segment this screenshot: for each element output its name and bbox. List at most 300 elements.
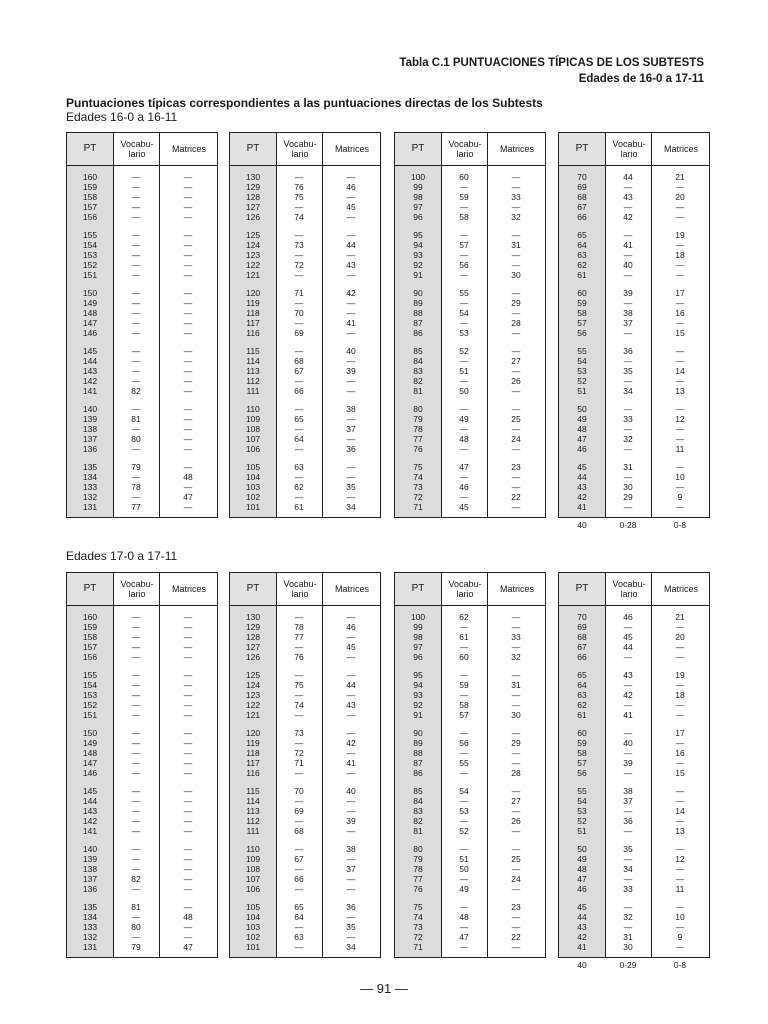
pt-cell: 85 (413, 786, 423, 796)
pt-cell: 66 (577, 212, 587, 223)
vocabulario-cell: 33 (623, 414, 633, 425)
pt-cell: 129 (245, 622, 261, 633)
matrices-cell: — (346, 414, 356, 425)
vocabulario-cell: — (459, 796, 469, 807)
matrices-cell: — (346, 298, 356, 309)
matrices-cell: — (675, 318, 685, 329)
matrices-cell: — (183, 434, 193, 445)
pt-cell: 109 (245, 414, 261, 425)
vocabulario-cell: 44 (623, 172, 633, 182)
matrices-cell: — (183, 230, 193, 240)
vocabulario-cell: — (459, 318, 469, 329)
pt-cell: 109 (245, 854, 261, 865)
vocabulario-cell: — (294, 424, 304, 435)
matrices-cell: 18 (675, 690, 685, 701)
matrices-cell: — (183, 612, 193, 622)
matrices-cell: — (346, 652, 356, 663)
vocabulario-cell: — (459, 942, 469, 953)
pt-cell: 43 (577, 922, 587, 933)
matrices-cell: — (346, 492, 356, 503)
vocabulario-cell: 51 (459, 854, 469, 865)
pt-cell: 130 (245, 612, 261, 622)
matrices-cell: — (183, 864, 193, 875)
pt-cell: 100 (410, 612, 426, 622)
pt-cell: 64 (577, 680, 587, 691)
pt-cell: 140 (82, 404, 98, 414)
pt-cell: 103 (245, 922, 261, 933)
vocabulario-cell: — (131, 826, 141, 837)
matrices-cell: 33 (511, 632, 521, 643)
pt-cell: 60 (577, 728, 587, 738)
vocabulario-cell: — (623, 230, 633, 240)
matrices-cell: — (183, 710, 193, 721)
pt-cell: 114 (246, 356, 260, 367)
vocabulario-cell: 52 (459, 826, 469, 837)
pt-cell: 121 (245, 710, 261, 721)
matrices-cell: — (675, 404, 685, 414)
vocabulario-cell: 55 (459, 288, 469, 298)
vocabulario-cell: — (131, 260, 141, 271)
vocabulario-cell: 51 (459, 366, 469, 377)
pt-cell: 89 (413, 298, 423, 309)
vocabulario-cell: — (294, 230, 304, 240)
vocabulario-cell: — (459, 874, 469, 885)
matrices-cell: — (511, 202, 521, 213)
pt-cell: 137 (82, 874, 98, 885)
pt-cell: 116 (246, 328, 260, 339)
pt-cell: 122 (245, 260, 261, 271)
pt-cell: 89 (413, 738, 423, 749)
matrices-cell: — (183, 748, 193, 759)
pt-cell: 119 (246, 738, 260, 749)
pt-cell: 147 (82, 758, 98, 769)
vocabulario-cell: — (623, 356, 633, 367)
pt-cell: 130 (245, 172, 261, 182)
pt-cell: 78 (413, 864, 423, 875)
matrices-cell: — (675, 786, 685, 796)
matrices-cell: — (183, 212, 193, 223)
pt-cell: 58 (577, 308, 587, 319)
pt-cell: 55 (577, 786, 587, 796)
vocabulario-cell: — (131, 768, 141, 779)
vocabulario-cell: 57 (459, 240, 469, 251)
vocabulario-cell: — (131, 288, 141, 298)
pt-cell: 61 (577, 710, 587, 721)
matrices-cell: 48 (183, 912, 193, 923)
vocabulario-cell: — (131, 796, 141, 807)
pt-cell: 51 (577, 826, 587, 837)
vocabulario-cell: 47 (459, 932, 469, 943)
vocabulario-cell: — (459, 202, 469, 213)
vocabulario-cell: — (294, 844, 304, 854)
matrices-cell: — (675, 434, 685, 445)
matrices-cell: — (183, 700, 193, 711)
vocabulario-cell: 59 (459, 192, 469, 203)
matrices-cell: — (346, 376, 356, 387)
matrices-cell: — (346, 912, 356, 923)
pt-cell: 159 (82, 182, 98, 193)
vocabulario-cell: — (131, 250, 141, 261)
vocabulario-cell: 68 (294, 356, 304, 367)
vocabulario-cell: — (623, 854, 633, 865)
vocabulario-cell: — (623, 404, 633, 414)
pt-cell: 56 (577, 768, 587, 779)
matrices-cell: — (183, 182, 193, 193)
pt-cell: 117 (246, 318, 260, 329)
matrices-cell: — (183, 932, 193, 943)
pt-cell: 108 (245, 864, 261, 875)
matrices-cell: — (183, 270, 193, 281)
pt-cell: 58 (577, 748, 587, 759)
matrices-cell: 37 (346, 864, 356, 875)
vocabulario-cell: — (131, 270, 141, 281)
pt-cell: 106 (245, 884, 261, 895)
vocabulario-column-header: Vocabu- lario (605, 573, 652, 605)
pt-cell: 62 (577, 260, 587, 271)
matrices-cell: — (183, 670, 193, 680)
vocabulario-cell: 77 (131, 502, 141, 513)
vocabulario-cell: — (131, 404, 141, 414)
matrices-cell: 28 (511, 318, 521, 329)
matrices-cell: — (675, 356, 685, 367)
vocabulario-cell: — (623, 874, 633, 885)
matrices-cell: — (346, 932, 356, 943)
pt-column-header: PT (230, 573, 276, 605)
vocabulario-cell: — (294, 250, 304, 261)
pt-cell: 138 (82, 864, 98, 875)
vocabulario-cell: 54 (459, 786, 469, 796)
matrices-cell: — (183, 404, 193, 414)
vocabulario-cell: — (294, 404, 304, 414)
vocabulario-cell: 60 (459, 172, 469, 182)
matrices-cell: 39 (346, 366, 356, 377)
pt-cell: 136 (82, 444, 98, 455)
vocabulario-cell: 58 (459, 212, 469, 223)
pt-column-header: PT (67, 133, 113, 165)
matrices-cell: 46 (346, 182, 356, 193)
matrices-cell: — (183, 786, 193, 796)
pt-cell: 154 (82, 680, 98, 691)
pt-cell: 133 (82, 482, 98, 493)
vocabulario-cell: 45 (459, 502, 469, 513)
matrices-cell: — (511, 346, 521, 356)
matrices-cell: 32 (511, 212, 521, 223)
vocabulario-cell: — (294, 318, 304, 329)
matrices-column-header: Matrices (322, 133, 381, 165)
pt-cell: 76 (413, 444, 423, 455)
pt-cell: 148 (82, 748, 98, 759)
vocabulario-cell: 52 (459, 346, 469, 356)
vocabulario-cell: — (294, 922, 304, 933)
vocabulario-cell: — (294, 492, 304, 503)
matrices-cell: 42 (346, 738, 356, 749)
vocabulario-cell: 82 (131, 874, 141, 885)
pt-cell: 67 (577, 642, 587, 653)
vocabulario-cell: 49 (459, 884, 469, 895)
pt-column-header: PT (395, 133, 441, 165)
pt-cell: 46 (577, 444, 587, 455)
vocabulario-cell: — (623, 424, 633, 435)
matrices-cell: — (183, 250, 193, 261)
pt-column-header: PT (559, 133, 605, 165)
pt-cell: 56 (577, 328, 587, 339)
vocabulario-cell: 42 (623, 690, 633, 701)
pt-cell: 40 (577, 520, 587, 530)
pt-cell: 84 (413, 796, 423, 807)
pt-cell: 111 (246, 826, 260, 837)
matrices-cell: — (511, 444, 521, 455)
matrices-cell: — (346, 806, 356, 817)
matrices-cell: — (675, 700, 685, 711)
matrices-cell: — (511, 612, 521, 622)
pt-cell: 48 (577, 864, 587, 875)
matrices-cell: 27 (511, 356, 521, 367)
pt-cell: 145 (82, 346, 98, 356)
matrices-cell: 45 (346, 642, 356, 653)
vocabulario-cell: 34 (623, 864, 633, 875)
pt-cell: 146 (82, 768, 98, 779)
vocabulario-cell: — (459, 250, 469, 261)
pt-cell: 107 (245, 874, 261, 885)
pt-cell: 69 (577, 182, 587, 193)
vocabulario-cell: 33 (623, 884, 633, 895)
matrices-cell: 20 (675, 632, 685, 643)
matrices-cell: — (183, 728, 193, 738)
vocabulario-cell: — (131, 700, 141, 711)
pt-cell: 156 (82, 652, 98, 663)
pt-cell: 45 (577, 462, 587, 472)
vocabulario-cell: — (294, 376, 304, 387)
matrices-cell: — (183, 642, 193, 653)
vocabulario-cell: — (294, 864, 304, 875)
matrices-cell: — (183, 826, 193, 837)
matrices-cell: 16 (675, 748, 685, 759)
matrices-cell: — (511, 230, 521, 240)
matrices-cell: 44 (346, 240, 356, 251)
score-table (394, 132, 546, 518)
matrices-cell: 9 (677, 492, 683, 503)
matrices-cell: 0-8 (673, 960, 687, 970)
vocabulario-cell: 50 (459, 386, 469, 397)
matrices-cell: — (675, 260, 685, 271)
matrices-cell: — (183, 884, 193, 895)
matrices-cell: — (675, 424, 685, 435)
matrices-cell: — (511, 748, 521, 759)
table-header (559, 573, 709, 606)
pt-cell: 147 (82, 318, 98, 329)
matrices-cell: — (346, 632, 356, 643)
pt-cell: 155 (82, 670, 98, 680)
matrices-cell: 15 (675, 328, 685, 339)
pt-cell: 149 (82, 298, 98, 309)
pt-cell: 104 (245, 472, 261, 483)
pt-cell: 63 (577, 250, 587, 261)
matrices-cell: 34 (346, 942, 356, 953)
vocabulario-cell: — (131, 356, 141, 367)
matrices-cell: — (511, 912, 521, 923)
pt-cell: 47 (577, 434, 587, 445)
matrices-cell: — (183, 444, 193, 455)
pt-cell: 55 (577, 346, 587, 356)
matrices-cell: — (346, 710, 356, 721)
vocabulario-cell: 48 (459, 912, 469, 923)
vocabulario-cell: — (623, 922, 633, 933)
pt-cell: 79 (413, 414, 423, 425)
matrices-cell: 12 (675, 414, 685, 425)
matrices-cell: — (183, 386, 193, 397)
matrices-cell: — (346, 212, 356, 223)
score-table (558, 572, 710, 970)
vocabulario-cell: — (459, 230, 469, 240)
vocabulario-cell: — (131, 212, 141, 223)
matrices-cell: — (346, 472, 356, 483)
matrices-cell: 45 (346, 202, 356, 213)
matrices-cell: — (346, 612, 356, 622)
matrices-cell: — (675, 902, 685, 912)
vocabulario-cell: 64 (294, 434, 304, 445)
pt-cell: 70 (577, 172, 587, 182)
vocabulario-cell: 69 (294, 328, 304, 339)
vocabulario-cell: 63 (294, 462, 304, 472)
matrices-cell: 40 (346, 346, 356, 356)
vocabulario-cell: — (294, 202, 304, 213)
pt-cell: 124 (245, 680, 261, 691)
vocabulario-cell: — (131, 298, 141, 309)
score-table (229, 572, 381, 958)
matrices-cell: — (346, 308, 356, 319)
vocabulario-column-header: Vocabu- lario (605, 133, 652, 165)
vocabulario-cell: 74 (294, 212, 304, 223)
vocabulario-cell: 0-29 (619, 960, 637, 970)
vocabulario-cell: 44 (623, 642, 633, 653)
matrices-cell: 19 (675, 230, 685, 240)
vocabulario-cell: 39 (623, 288, 633, 298)
pt-cell: 117 (246, 758, 260, 769)
pt-cell: 112 (246, 816, 260, 827)
matrices-cell: 48 (183, 472, 193, 483)
pt-cell: 141 (82, 826, 98, 837)
matrices-cell: — (511, 864, 521, 875)
matrices-cell: 28 (511, 768, 521, 779)
matrices-cell: — (183, 462, 193, 472)
matrices-cell: 11 (675, 444, 685, 455)
matrices-cell: 11 (675, 884, 685, 895)
age-range-heading: Edades de 16-0 a 17-11 (578, 73, 704, 85)
vocabulario-cell: 39 (623, 758, 633, 769)
matrices-cell: — (183, 328, 193, 339)
matrices-cell: — (511, 308, 521, 319)
pt-cell: 87 (413, 758, 423, 769)
matrices-cell: 21 (675, 172, 685, 182)
pt-cell: 143 (82, 366, 98, 377)
pt-cell: 121 (245, 270, 261, 281)
pt-cell: 82 (413, 376, 423, 387)
vocabulario-cell: — (131, 738, 141, 749)
vocabulario-cell: — (623, 270, 633, 281)
vocabulario-cell: — (459, 816, 469, 827)
vocabulario-cell: — (131, 710, 141, 721)
vocabulario-cell: 54 (459, 308, 469, 319)
vocabulario-cell: — (459, 922, 469, 933)
vocabulario-cell: 30 (623, 482, 633, 493)
vocabulario-cell: 81 (131, 902, 141, 912)
matrices-cell: 43 (346, 260, 356, 271)
matrices-cell: — (183, 260, 193, 271)
matrices-cell: 31 (511, 240, 521, 251)
pt-cell: 82 (413, 816, 423, 827)
matrices-cell: 38 (346, 404, 356, 414)
matrices-cell: 30 (511, 710, 521, 721)
matrices-cell: — (183, 172, 193, 182)
vocabulario-cell: — (459, 622, 469, 633)
matrices-cell: — (183, 680, 193, 691)
pt-cell: 52 (577, 816, 587, 827)
pt-cell: 115 (246, 346, 260, 356)
pt-cell: 96 (413, 212, 423, 223)
vocabulario-cell: — (131, 492, 141, 503)
vocabulario-cell: — (131, 308, 141, 319)
matrices-cell: — (183, 758, 193, 769)
pt-cell: 60 (577, 288, 587, 298)
pt-cell: 50 (577, 404, 587, 414)
pt-cell: 157 (82, 202, 98, 213)
pt-column-header: PT (230, 133, 276, 165)
pt-cell: 77 (413, 874, 423, 885)
pt-cell: 99 (413, 182, 423, 193)
matrices-cell: — (346, 270, 356, 281)
pt-cell: 148 (82, 308, 98, 319)
pt-cell: 88 (413, 308, 423, 319)
matrices-cell: 25 (511, 854, 521, 865)
matrices-cell: — (675, 844, 685, 854)
vocabulario-cell: 57 (459, 710, 469, 721)
pt-cell: 150 (82, 728, 98, 738)
matrices-cell: 16 (675, 308, 685, 319)
pt-cell: 87 (413, 318, 423, 329)
pt-cell: 49 (577, 854, 587, 865)
matrices-cell: — (183, 844, 193, 854)
matrices-cell: — (675, 298, 685, 309)
pt-cell: 125 (245, 670, 261, 680)
pt-cell: 45 (577, 902, 587, 912)
vocabulario-cell: — (131, 884, 141, 895)
vocabulario-cell: 41 (623, 710, 633, 721)
vocabulario-cell: 60 (459, 652, 469, 663)
vocabulario-cell: — (459, 690, 469, 701)
matrices-cell: 42 (346, 288, 356, 298)
pt-cell: 151 (82, 710, 98, 721)
pt-cell: 108 (245, 424, 261, 435)
matrices-cell: 39 (346, 816, 356, 827)
matrices-cell: 22 (511, 492, 521, 503)
pt-cell: 64 (577, 240, 587, 251)
vocabulario-cell: 67 (294, 854, 304, 865)
pt-cell: 84 (413, 356, 423, 367)
pt-cell: 136 (82, 884, 98, 895)
vocabulario-cell: — (131, 758, 141, 769)
vocabulario-cell: 70 (294, 308, 304, 319)
pt-cell: 40 (577, 960, 587, 970)
matrices-cell: — (675, 922, 685, 933)
matrices-cell: — (675, 642, 685, 653)
pt-cell: 71 (413, 942, 423, 953)
vocabulario-cell: — (459, 356, 469, 367)
score-table (66, 572, 218, 958)
vocabulario-cell: 75 (294, 680, 304, 691)
pt-cell: 135 (82, 462, 98, 472)
pt-cell: 141 (82, 386, 98, 397)
pt-cell: 160 (82, 612, 98, 622)
